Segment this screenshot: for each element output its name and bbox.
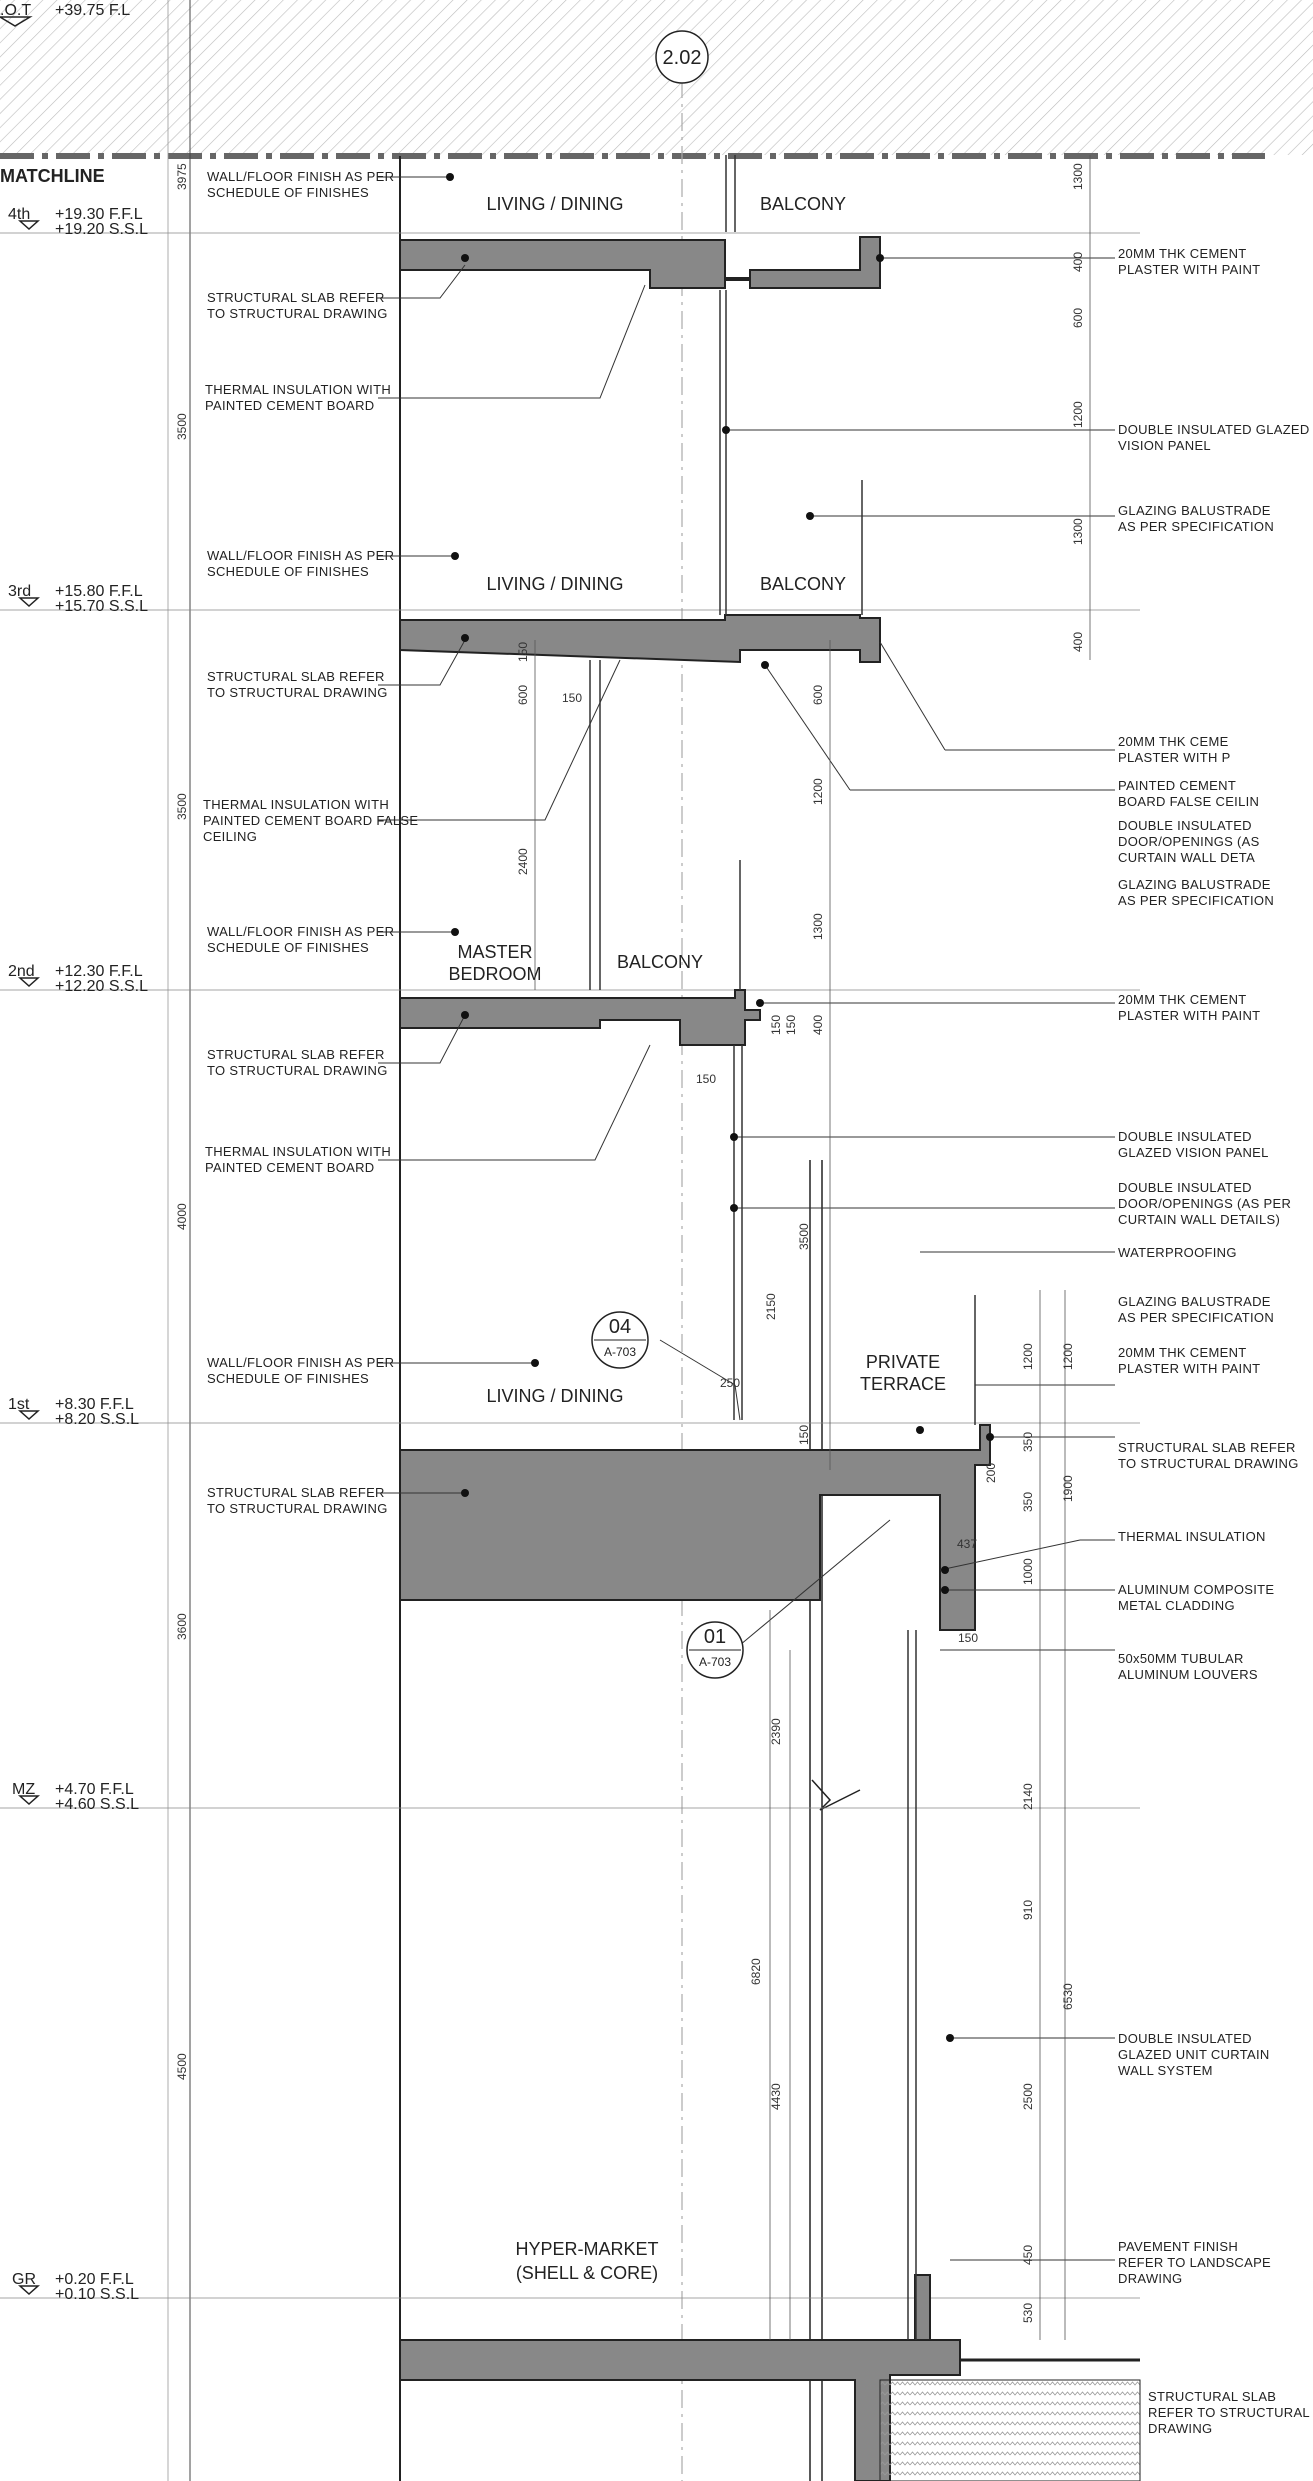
svg-text:2400: 2400 [516,848,530,875]
svg-text:TO STRUCTURAL DRAWING: TO STRUCTURAL DRAWING [207,685,388,700]
svg-text:150: 150 [958,1631,979,1645]
svg-text:TO STRUCTURAL DRAWING: TO STRUCTURAL DRAWING [207,306,388,321]
svg-text:20MM THK CEME: 20MM THK CEME [1118,734,1229,749]
svg-text:600: 600 [811,684,825,705]
svg-text:SCHEDULE OF FINISHES: SCHEDULE OF FINISHES [207,940,370,955]
svg-text:DRAWING: DRAWING [1118,2271,1183,2286]
svg-text:STRUCTURAL SLAB REFER: STRUCTURAL SLAB REFER [207,1485,385,1500]
svg-text:TO STRUCTURAL DRAWING: TO STRUCTURAL DRAWING [1118,1456,1299,1471]
svg-text:HYPER-MARKET: HYPER-MARKET [515,2239,659,2259]
svg-text:3500: 3500 [797,1223,811,1250]
level-markers [8,206,148,2303]
svg-text:SCHEDULE OF FINISHES: SCHEDULE OF FINISHES [207,564,370,579]
dimension-figures [516,163,1085,2323]
svg-text:600: 600 [516,684,530,705]
svg-text:+12.20 S.S.L: +12.20 S.S.L [55,978,148,995]
svg-text:6530: 6530 [1061,1983,1075,2010]
svg-text:ALUMINUM COMPOSITE: ALUMINUM COMPOSITE [1118,1582,1275,1597]
svg-text:1200: 1200 [1061,1343,1075,1370]
svg-text:PLASTER WITH PAINT: PLASTER WITH PAINT [1118,1008,1261,1023]
svg-text:150: 150 [516,641,530,662]
svg-text:DOOR/OPENINGS (AS PER: DOOR/OPENINGS (AS PER [1118,1196,1292,1211]
svg-text:WALL/FLOOR FINISH AS PER: WALL/FLOOR FINISH AS PER [207,548,395,563]
svg-text:+0.10 S.S.L: +0.10 S.S.L [55,2286,140,2303]
svg-text:WALL SYSTEM: WALL SYSTEM [1118,2063,1213,2078]
svg-text:1200: 1200 [811,778,825,805]
svg-text:METAL CLADDING: METAL CLADDING [1118,1598,1235,1613]
svg-text:BOARD FALSE CEILIN: BOARD FALSE CEILIN [1118,794,1260,809]
svg-text:STRUCTURAL SLAB REFER: STRUCTURAL SLAB REFER [207,669,385,684]
svg-text:04: 04 [608,1316,632,1338]
svg-text:AS PER SPECIFICATION: AS PER SPECIFICATION [1118,1310,1275,1325]
svg-text:PRIVATE: PRIVATE [865,1352,941,1372]
svg-text:250: 250 [720,1376,741,1390]
room-labels [448,194,946,2283]
svg-text:THERMAL INSULATION: THERMAL INSULATION [1118,1529,1266,1544]
svg-text:+8.30 F.F.L: +8.30 F.F.L [55,1396,134,1413]
break-zigzag [812,1780,860,1810]
svg-text:THERMAL INSULATION WITH: THERMAL INSULATION WITH [205,1144,392,1159]
svg-text:LIVING / DINING: LIVING / DINING [486,574,624,594]
svg-text:1300: 1300 [811,913,825,940]
svg-text:910: 910 [1021,1899,1035,1920]
svg-text:450: 450 [1021,2244,1035,2265]
svg-text:WALL/FLOOR FINISH AS PER: WALL/FLOOR FINISH AS PER [207,924,395,939]
level-triangles [0,17,38,2294]
svg-text:GLAZING BALUSTRADE: GLAZING BALUSTRADE [1118,1294,1271,1309]
svg-text:1200: 1200 [1071,401,1085,428]
left-notes [203,169,418,1516]
roof-hatch [0,0,1313,155]
svg-text:A-703: A-703 [698,1655,732,1669]
svg-text:LIVING / DINING: LIVING / DINING [486,1386,624,1406]
svg-text:DRAWING: DRAWING [1148,2421,1213,2436]
svg-text:2140: 2140 [1021,1783,1035,1810]
right-dim-lines [535,155,1090,2340]
grid-label: 2.02 [662,47,702,69]
svg-text:3500: 3500 [175,413,189,440]
svg-text:+19.20 S.S.L: +19.20 S.S.L [55,221,148,238]
svg-text:THERMAL INSULATION WITH: THERMAL INSULATION WITH [205,382,392,397]
svg-text:WALL/FLOOR FINISH AS PER: WALL/FLOOR FINISH AS PER [207,169,395,184]
svg-text:PLASTER WITH PAINT: PLASTER WITH PAINT [1118,1361,1261,1376]
svg-text:PAINTED CEMENT BOARD FALSE: PAINTED CEMENT BOARD FALSE [203,813,419,828]
svg-text:3975: 3975 [175,163,189,190]
svg-text:TERRACE: TERRACE [859,1374,947,1394]
svg-text:SCHEDULE OF FINISHES: SCHEDULE OF FINISHES [207,185,370,200]
svg-text:DOOR/OPENINGS (AS: DOOR/OPENINGS (AS [1118,834,1260,849]
svg-text:DOUBLE INSULATED: DOUBLE INSULATED [1118,2031,1252,2046]
svg-text:BEDROOM: BEDROOM [448,964,542,984]
top-level-tag: .O.T [0,2,32,19]
svg-text:150: 150 [696,1072,717,1086]
svg-text:WALL/FLOOR FINISH AS PER: WALL/FLOOR FINISH AS PER [207,1355,395,1370]
svg-text:+4.70 F.F.L: +4.70 F.F.L [55,1781,134,1798]
svg-text:BALCONY: BALCONY [759,574,847,594]
svg-text:REFER TO STRUCTURAL: REFER TO STRUCTURAL [1148,2405,1310,2420]
svg-text:STRUCTURAL SLAB: STRUCTURAL SLAB [1148,2389,1277,2404]
svg-text:MASTER: MASTER [457,942,533,962]
svg-text:PAVEMENT FINISH: PAVEMENT FINISH [1118,2239,1239,2254]
svg-text:1000: 1000 [1021,1558,1035,1585]
svg-text:PLASTER WITH P: PLASTER WITH P [1118,750,1231,765]
svg-text:BALCONY: BALCONY [759,194,847,214]
glazing [590,155,978,2340]
svg-text:BALCONY: BALCONY [616,952,704,972]
svg-text:(SHELL & CORE): (SHELL & CORE) [515,2263,659,2283]
svg-text:DOUBLE INSULATED: DOUBLE INSULATED [1118,1129,1252,1144]
svg-text:600: 600 [1071,307,1085,328]
svg-text:2390: 2390 [769,1718,783,1745]
svg-text:150: 150 [769,1014,783,1035]
svg-text:STRUCTURAL SLAB REFER: STRUCTURAL SLAB REFER [207,290,385,305]
svg-text:3500: 3500 [175,793,189,820]
svg-text:4500: 4500 [175,2053,189,2080]
svg-text:AS PER SPECIFICATION: AS PER SPECIFICATION [1118,519,1275,534]
svg-text:VISION PANEL: VISION PANEL [1118,438,1211,453]
svg-text:50x50MM TUBULAR: 50x50MM TUBULAR [1118,1651,1244,1666]
svg-text:DOUBLE INSULATED GLAZED: DOUBLE INSULATED GLAZED [1118,422,1310,437]
matchline-label: MATCHLINE [0,166,105,186]
svg-text:400: 400 [1071,631,1085,652]
svg-text:350: 350 [1021,1491,1035,1512]
svg-text:2500: 2500 [1021,2083,1035,2110]
svg-text:530: 530 [1021,2302,1035,2323]
svg-text:PAINTED CEMENT: PAINTED CEMENT [1118,778,1237,793]
svg-text:CURTAIN WALL DETA: CURTAIN WALL DETA [1118,850,1256,865]
svg-text:+15.70 S.S.L: +15.70 S.S.L [55,598,148,615]
svg-text:STRUCTURAL SLAB REFER: STRUCTURAL SLAB REFER [207,1047,385,1062]
svg-text:4th: 4th [8,206,31,223]
svg-text:+19.30 F.F.L: +19.30 F.F.L [55,206,143,223]
svg-text:01: 01 [703,1626,727,1648]
svg-text:20MM THK CEMENT: 20MM THK CEMENT [1118,246,1247,261]
svg-text:2nd: 2nd [8,963,35,980]
svg-text:CEILING: CEILING [203,829,258,844]
svg-text:DOUBLE INSULATED: DOUBLE INSULATED [1118,818,1252,833]
svg-text:350: 350 [1021,1431,1035,1452]
svg-text:1300: 1300 [1071,163,1085,190]
svg-text:400: 400 [1071,251,1085,272]
svg-text:437: 437 [957,1537,978,1551]
svg-text:GLAZING BALUSTRADE: GLAZING BALUSTRADE [1118,503,1271,518]
svg-text:4000: 4000 [175,1203,189,1230]
svg-text:1900: 1900 [1061,1475,1075,1502]
svg-text:20MM THK CEMENT: 20MM THK CEMENT [1118,992,1247,1007]
svg-text:3600: 3600 [175,1613,189,1640]
callout-04 [592,1312,648,1368]
storey-dims [175,163,189,2080]
svg-text:TO STRUCTURAL DRAWING: TO STRUCTURAL DRAWING [207,1063,388,1078]
svg-text:200: 200 [984,1462,998,1483]
svg-text:+8.20 S.S.L: +8.20 S.S.L [55,1411,140,1428]
top-level-ffl: +39.75 F.L [55,2,131,19]
svg-text:PAINTED CEMENT BOARD: PAINTED CEMENT BOARD [205,398,375,413]
svg-text:A-703: A-703 [603,1345,637,1359]
svg-text:150: 150 [784,1014,798,1035]
svg-text:MZ: MZ [12,1781,36,1798]
svg-text:2150: 2150 [764,1293,778,1320]
svg-text:150: 150 [797,1424,811,1445]
svg-text:400: 400 [811,1014,825,1035]
svg-text:LIVING / DINING: LIVING / DINING [486,194,624,214]
svg-text:1200: 1200 [1021,1343,1035,1370]
svg-text:GLAZING BALUSTRADE: GLAZING BALUSTRADE [1118,877,1271,892]
svg-text:1st: 1st [8,1396,30,1413]
svg-text:+0.20 F.F.L: +0.20 F.F.L [55,2271,134,2288]
svg-text:TO STRUCTURAL DRAWING: TO STRUCTURAL DRAWING [207,1501,388,1516]
ground-fill [880,2380,1140,2481]
svg-text:4430: 4430 [769,2083,783,2110]
svg-text:SCHEDULE OF FINISHES: SCHEDULE OF FINISHES [207,1371,370,1386]
right-leaders [726,258,1115,2260]
svg-text:+12.30 F.F.L: +12.30 F.F.L [55,963,143,980]
svg-text:DOUBLE INSULATED: DOUBLE INSULATED [1118,1180,1252,1195]
svg-text:150: 150 [562,691,583,705]
svg-text:GR: GR [12,2271,36,2288]
callout-01 [687,1622,743,1678]
svg-text:THERMAL INSULATION WITH: THERMAL INSULATION WITH [203,797,390,812]
svg-text:CURTAIN WALL DETAILS): CURTAIN WALL DETAILS) [1118,1212,1281,1227]
svg-text:AS PER SPECIFICATION: AS PER SPECIFICATION [1118,893,1275,908]
svg-text:6820: 6820 [749,1958,763,1985]
svg-text:PLASTER WITH PAINT: PLASTER WITH PAINT [1118,262,1261,277]
svg-text:20MM THK CEMENT: 20MM THK CEMENT [1118,1345,1247,1360]
svg-text:GLAZED UNIT CURTAIN: GLAZED UNIT CURTAIN [1118,2047,1270,2062]
svg-text:+4.60 S.S.L: +4.60 S.S.L [55,1796,140,1813]
svg-text:WATERPROOFING: WATERPROOFING [1118,1245,1237,1260]
svg-text:+15.80 F.F.L: +15.80 F.F.L [55,583,143,600]
svg-text:STRUCTURAL SLAB REFER: STRUCTURAL SLAB REFER [1118,1440,1296,1455]
svg-text:3rd: 3rd [8,583,32,600]
level-lines [0,233,1140,2298]
right-notes [1118,246,1310,2436]
svg-text:GLAZED VISION PANEL: GLAZED VISION PANEL [1118,1145,1269,1160]
svg-text:REFER TO LANDSCAPE: REFER TO LANDSCAPE [1118,2255,1272,2270]
svg-text:ALUMINUM LOUVERS: ALUMINUM LOUVERS [1118,1667,1258,1682]
left-leaders [378,177,650,1493]
svg-text:1300: 1300 [1071,518,1085,545]
svg-text:PAINTED CEMENT BOARD: PAINTED CEMENT BOARD [205,1160,375,1175]
